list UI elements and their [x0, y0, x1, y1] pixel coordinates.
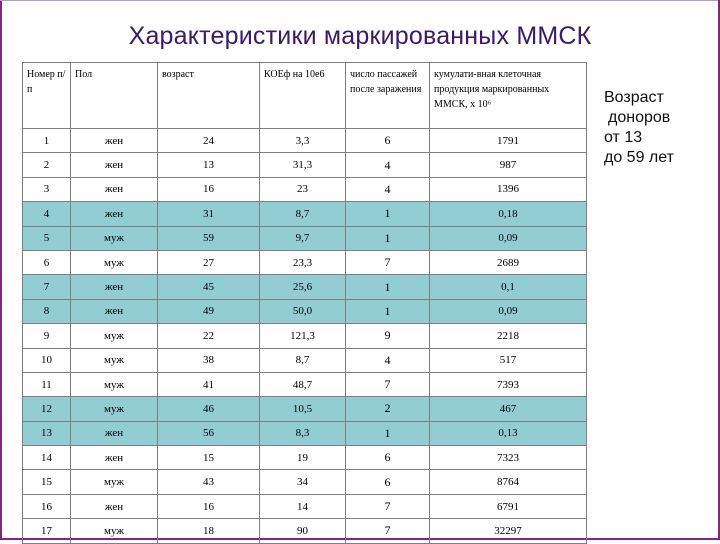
cell-age: 16	[158, 494, 260, 518]
table-header-row	[23, 63, 587, 129]
cell-sex: жен	[71, 129, 158, 153]
cell-number: 10	[23, 348, 71, 372]
table-row	[23, 226, 587, 250]
header-sex: Пол	[71, 63, 158, 129]
cell-production: 0,09	[430, 299, 587, 323]
table-row	[23, 519, 587, 543]
cell-number: 15	[23, 470, 71, 494]
cell-production: 7323	[430, 446, 587, 470]
table-row	[23, 446, 587, 470]
cell-passages: 2	[346, 397, 430, 421]
cell-koe: 50,0	[260, 299, 346, 323]
header-koe: КОЕф на 10е6	[260, 63, 346, 129]
cell-sex: муж	[71, 250, 158, 274]
note-line: от 13	[604, 129, 643, 146]
cell-number: 12	[23, 397, 71, 421]
cell-number: 5	[23, 226, 71, 250]
cell-age: 15	[158, 446, 260, 470]
cell-production: 987	[430, 153, 587, 177]
cell-koe: 8,7	[260, 202, 346, 226]
cell-number: 1	[23, 129, 71, 153]
cell-passages: 7	[346, 494, 430, 518]
cell-passages: 1	[346, 202, 430, 226]
cell-koe: 19	[260, 446, 346, 470]
cell-koe: 8,7	[260, 348, 346, 372]
cell-production: 2689	[430, 250, 587, 274]
cell-passages: 4	[346, 348, 430, 372]
header-age: возраст	[158, 63, 260, 129]
cell-passages: 4	[346, 153, 430, 177]
cell-koe: 121,3	[260, 324, 346, 348]
cell-sex: муж	[71, 324, 158, 348]
cell-sex: жен	[71, 202, 158, 226]
cell-age: 38	[158, 348, 260, 372]
cell-number: 3	[23, 177, 71, 201]
cell-passages: 6	[346, 129, 430, 153]
cell-sex: муж	[71, 519, 158, 543]
cell-age: 18	[158, 519, 260, 543]
cell-number: 14	[23, 446, 71, 470]
cell-production: 0,09	[430, 226, 587, 250]
cell-age: 22	[158, 324, 260, 348]
cell-age: 59	[158, 226, 260, 250]
donor-age-note	[604, 88, 714, 168]
cell-production: 0,1	[430, 275, 587, 299]
table-row	[23, 202, 587, 226]
cell-passages: 7	[346, 519, 430, 543]
cell-koe: 10,5	[260, 397, 346, 421]
table-row	[23, 275, 587, 299]
table-row	[23, 177, 587, 201]
cell-number: 16	[23, 494, 71, 518]
cell-production: 1791	[430, 129, 587, 153]
cell-sex: муж	[71, 226, 158, 250]
cell-production: 0,18	[430, 202, 587, 226]
table-row	[23, 129, 587, 153]
cell-passages: 1	[346, 299, 430, 323]
cell-number: 6	[23, 250, 71, 274]
table-row	[23, 421, 587, 445]
header-production: кумулати-вная клеточная продукция маркированных ММСК, х 10⁶	[430, 63, 587, 129]
cell-number: 7	[23, 275, 71, 299]
cell-production: 2218	[430, 324, 587, 348]
cell-koe: 25,6	[260, 275, 346, 299]
cell-sex: жен	[71, 177, 158, 201]
cell-number: 9	[23, 324, 71, 348]
cell-production: 8764	[430, 470, 587, 494]
cell-age: 16	[158, 177, 260, 201]
cell-age: 56	[158, 421, 260, 445]
cell-production: 517	[430, 348, 587, 372]
note-line: Возраст	[604, 89, 664, 106]
cell-age: 41	[158, 372, 260, 396]
cell-number: 17	[23, 519, 71, 543]
cell-sex: жен	[71, 299, 158, 323]
cell-koe: 34	[260, 470, 346, 494]
cell-age: 45	[158, 275, 260, 299]
cell-number: 8	[23, 299, 71, 323]
cell-production: 0,13	[430, 421, 587, 445]
cell-age: 27	[158, 250, 260, 274]
cell-sex: жен	[71, 446, 158, 470]
table-row	[23, 494, 587, 518]
cell-koe: 90	[260, 519, 346, 543]
table-row	[23, 153, 587, 177]
cell-passages: 7	[346, 372, 430, 396]
slide-frame-top	[0, 0, 720, 1]
note-line: до 59 лет	[604, 149, 674, 166]
cell-sex: жен	[71, 421, 158, 445]
cell-sex: жен	[71, 275, 158, 299]
cell-sex: муж	[71, 372, 158, 396]
cell-production: 6791	[430, 494, 587, 518]
cell-passages: 1	[346, 226, 430, 250]
cell-age: 49	[158, 299, 260, 323]
cell-passages: 7	[346, 250, 430, 274]
cell-number: 2	[23, 153, 71, 177]
table-row	[23, 397, 587, 421]
note-line: доноров	[608, 109, 671, 126]
cell-sex: жен	[71, 494, 158, 518]
cell-koe: 31,3	[260, 153, 346, 177]
cell-production: 7393	[430, 372, 587, 396]
cell-passages: 1	[346, 421, 430, 445]
mmsk-table	[22, 62, 587, 544]
cell-age: 46	[158, 397, 260, 421]
cell-sex: жен	[71, 153, 158, 177]
cell-number: 13	[23, 421, 71, 445]
cell-koe: 23,3	[260, 250, 346, 274]
cell-production: 32297	[430, 519, 587, 543]
cell-koe: 14	[260, 494, 346, 518]
cell-passages: 1	[346, 275, 430, 299]
cell-koe: 3,3	[260, 129, 346, 153]
cell-age: 24	[158, 129, 260, 153]
header-number: Номер п/п	[23, 63, 71, 129]
cell-sex: муж	[71, 397, 158, 421]
cell-koe: 48,7	[260, 372, 346, 396]
cell-production: 467	[430, 397, 587, 421]
cell-age: 13	[158, 153, 260, 177]
cell-sex: муж	[71, 348, 158, 372]
table-row	[23, 324, 587, 348]
table-body	[23, 129, 587, 544]
slide-title: Характеристики маркированных ММСК	[128, 22, 592, 50]
cell-passages: 6	[346, 446, 430, 470]
header-passages: число пассажей после заражения	[346, 63, 430, 129]
table-row	[23, 348, 587, 372]
cell-koe: 23	[260, 177, 346, 201]
table-row	[23, 250, 587, 274]
cell-number: 11	[23, 372, 71, 396]
cell-passages: 4	[346, 177, 430, 201]
cell-passages: 6	[346, 470, 430, 494]
table-row	[23, 470, 587, 494]
cell-passages: 9	[346, 324, 430, 348]
table-row	[23, 372, 587, 396]
cell-age: 31	[158, 202, 260, 226]
cell-production: 1396	[430, 177, 587, 201]
cell-koe: 8,3	[260, 421, 346, 445]
table-row	[23, 299, 587, 323]
slide-frame-left	[0, 0, 2, 540]
cell-number: 4	[23, 202, 71, 226]
cell-sex: муж	[71, 470, 158, 494]
cell-age: 43	[158, 470, 260, 494]
cell-koe: 9,7	[260, 226, 346, 250]
